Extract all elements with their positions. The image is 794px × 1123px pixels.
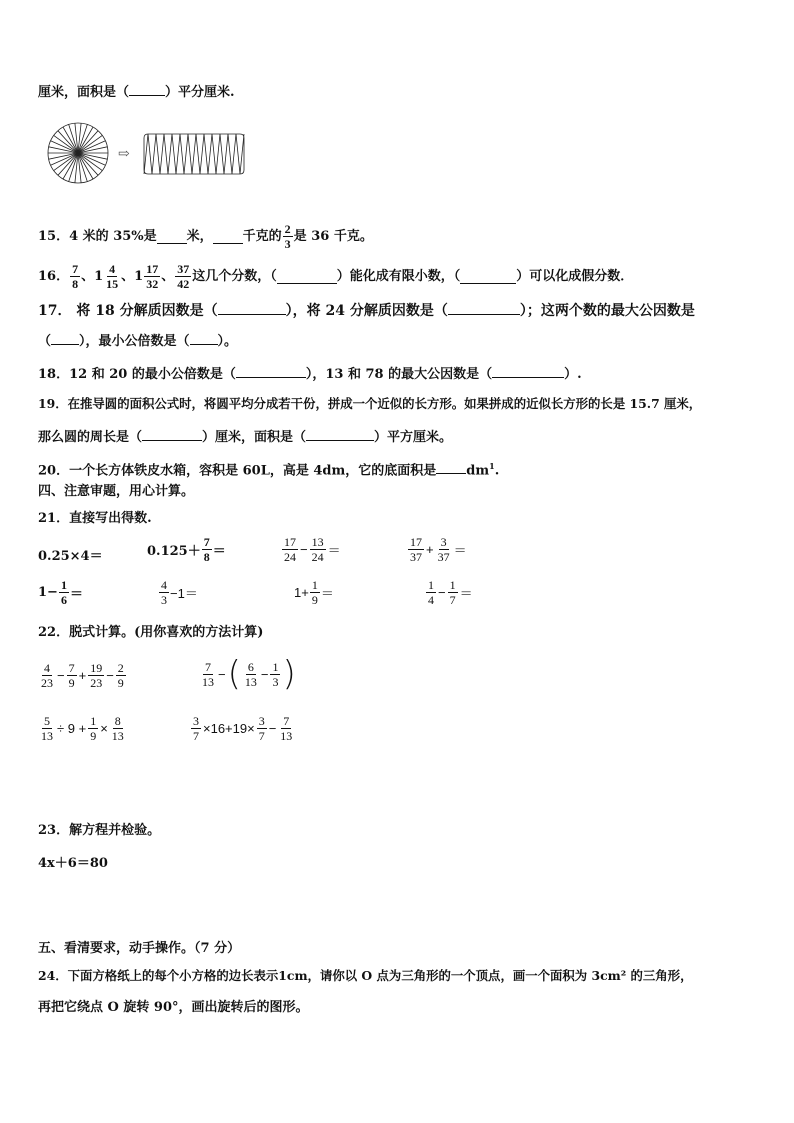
question-17-line-1: 17． 将 18 分解质因数是（ ），将 24 分解质因数是（ ）；这两个数的最大公因数是	[38, 303, 695, 319]
question-16: 16． $\frac{7}{8}$ 、 1 $\frac{4}{15}$ 、 1 $\frac{17}{32}$ 、 $\frac{37}{42}$ 这几个分数，（ ）能化成有限小数，（ ）可以化成假分数．	[38, 262, 634, 291]
fraction: $\frac{2}{9}$	[117, 661, 124, 690]
fraction: $\frac{5}{13}$	[41, 714, 53, 743]
fraction: $\frac{3}{7}$	[193, 714, 199, 743]
circle-sectors	[48, 123, 108, 183]
fraction: $\frac{1}{3}$	[272, 659, 279, 689]
q22-expr-d: $\frac{3}{7}$ ×16+19× $\frac{3}{7}$ − $\frac{7}{13}$	[193, 714, 293, 743]
top-line: 厘米，面积是（ ）平分厘米.	[38, 82, 235, 102]
arrow-icon: ⇨	[118, 146, 130, 162]
question-18: 18．12 和 20 的最小公倍数是（ ），13 和 78 的最大公因数是（ ）.	[38, 364, 582, 384]
fraction: $\frac{6}{13}$	[244, 659, 257, 689]
fraction: $\frac{1}{7}$	[449, 578, 456, 607]
fraction: $\frac{2}{3}$	[284, 222, 291, 251]
question-23-title: 23．解方程并检验。	[38, 823, 161, 838]
question-24-line-1: 24．下面方格纸上的每个小方格的边长表示1cm，请你以 O 点为三角形的一个顶点，画一个面积为 3cm² 的三角形，	[38, 968, 693, 983]
answer-blank	[436, 460, 466, 474]
q21-expr-1: 0.25×4＝	[38, 549, 103, 564]
fraction: $\frac{7}{8}$	[72, 262, 79, 291]
question-19-line-2: 那么圆的周长是（ ）厘米，面积是（ ）平方厘米。	[38, 427, 452, 447]
fraction: $\frac{7}{8}$	[203, 535, 210, 564]
fraction: $\frac{4}{23}$	[41, 661, 53, 690]
answer-blank	[448, 301, 520, 315]
fraction: $\frac{17}{32}$	[146, 262, 159, 291]
fraction: $\frac{17}{24}$	[284, 535, 296, 564]
fraction: $\frac{3}{37}$	[437, 535, 450, 564]
fraction: $\frac{7}{9}$	[68, 661, 75, 690]
question-19-line-1: 19．在推导圆的面积公式时，将圆平均分成若干份，拼成一个近似的长方形。如果拼成的近似长方形的长是 15.7 厘米，	[38, 396, 702, 411]
answer-blank	[236, 364, 306, 378]
answer-blank	[51, 331, 79, 345]
question-21-title: 21．直接写出得数.	[38, 511, 152, 526]
answer-blank	[218, 301, 286, 315]
fraction: $\frac{1}{4}$	[428, 578, 434, 607]
answer-blank	[277, 270, 337, 284]
q21-expr-8: $\frac{1}{4}$ − $\frac{1}{7}$ ＝	[428, 578, 473, 607]
q21-expr-2: 0.125＋ $\frac{7}{8}$ ＝	[147, 535, 226, 564]
fraction: $\frac{8}{13}$	[111, 714, 124, 743]
answer-blank	[460, 270, 516, 284]
fraction: $\frac{4}{15}$	[106, 262, 119, 291]
fraction: $\frac{1}{9}$	[90, 714, 97, 743]
fraction: $\frac{17}{37}$	[410, 535, 422, 564]
section-5-heading: 五、看清要求，动手操作。（7 分）	[38, 941, 241, 956]
fraction: $\frac{3}{7}$	[258, 714, 265, 743]
answer-blank	[157, 230, 187, 244]
answer-blank	[190, 331, 218, 345]
question-24-line-2: 再把它绕点 O 旋转 90°，画出旋转后的图形。	[38, 1000, 309, 1015]
fraction: $\frac{37}{42}$	[177, 262, 190, 291]
question-17-line-2: （ ），最小公倍数是（ ）。	[38, 331, 237, 351]
rectangle-sectors	[144, 134, 244, 174]
fraction: $\frac{7}{13}$	[280, 714, 293, 743]
fraction: $\frac{13}{24}$	[311, 535, 324, 564]
q22-expr-b: $\frac{7}{13}$ − ( $\frac{6}{13}$ − $\frac{1}{3}$ )	[202, 654, 296, 694]
question-15: 15． 4 米的 35%是 米， 千克的 $\frac{2}{3}$ 是 36 千克。	[38, 222, 373, 251]
q22-expr-a: $\frac{4}{23}$ − $\frac{7}{9}$ + $\frac{19}{23}$ − $\frac{2}{9}$	[41, 661, 124, 690]
question-23-equation: 4x＋6＝80	[38, 856, 108, 871]
q21-expr-4: $\frac{17}{37}$ + $\frac{3}{37}$ ＝	[410, 535, 467, 564]
fraction: $\frac{1}{6}$	[60, 578, 67, 607]
answer-blank	[492, 364, 564, 378]
q21-expr-7: 1+ $\frac{1}{9}$ ＝	[294, 578, 334, 607]
answer-blank	[142, 427, 202, 441]
fraction: $\frac{19}{23}$	[90, 661, 103, 690]
fraction: $\frac{4}{3}$	[161, 578, 167, 607]
q21-expr-3: $\frac{17}{24}$ − $\frac{13}{24}$ ＝	[284, 535, 341, 564]
section-4-heading: 四、注意审题，用心计算。	[38, 484, 195, 499]
question-20: 20．一个长方体铁皮水箱，容积是 60L，高是 4dm，它的底面积是 $dm^1$.	[38, 461, 500, 479]
fraction: $\frac{1}{9}$	[311, 578, 318, 607]
answer-blank	[306, 427, 374, 441]
answer-blank	[213, 230, 243, 244]
answer-blank	[129, 82, 165, 96]
circle-to-rectangle-figure	[44, 118, 254, 188]
q22-expr-c: $\frac{5}{13}$ ÷ 9 + $\frac{1}{9}$ × $\frac{8}{13}$	[41, 714, 124, 743]
question-22-title: 22．脱式计算。(用你喜欢的方法计算)	[38, 625, 264, 640]
q21-expr-5: 1− $\frac{1}{6}$ ＝	[38, 578, 83, 607]
fraction: $\frac{7}{13}$	[202, 659, 214, 689]
q21-expr-6: $\frac{4}{3}$ −1＝	[161, 578, 198, 607]
